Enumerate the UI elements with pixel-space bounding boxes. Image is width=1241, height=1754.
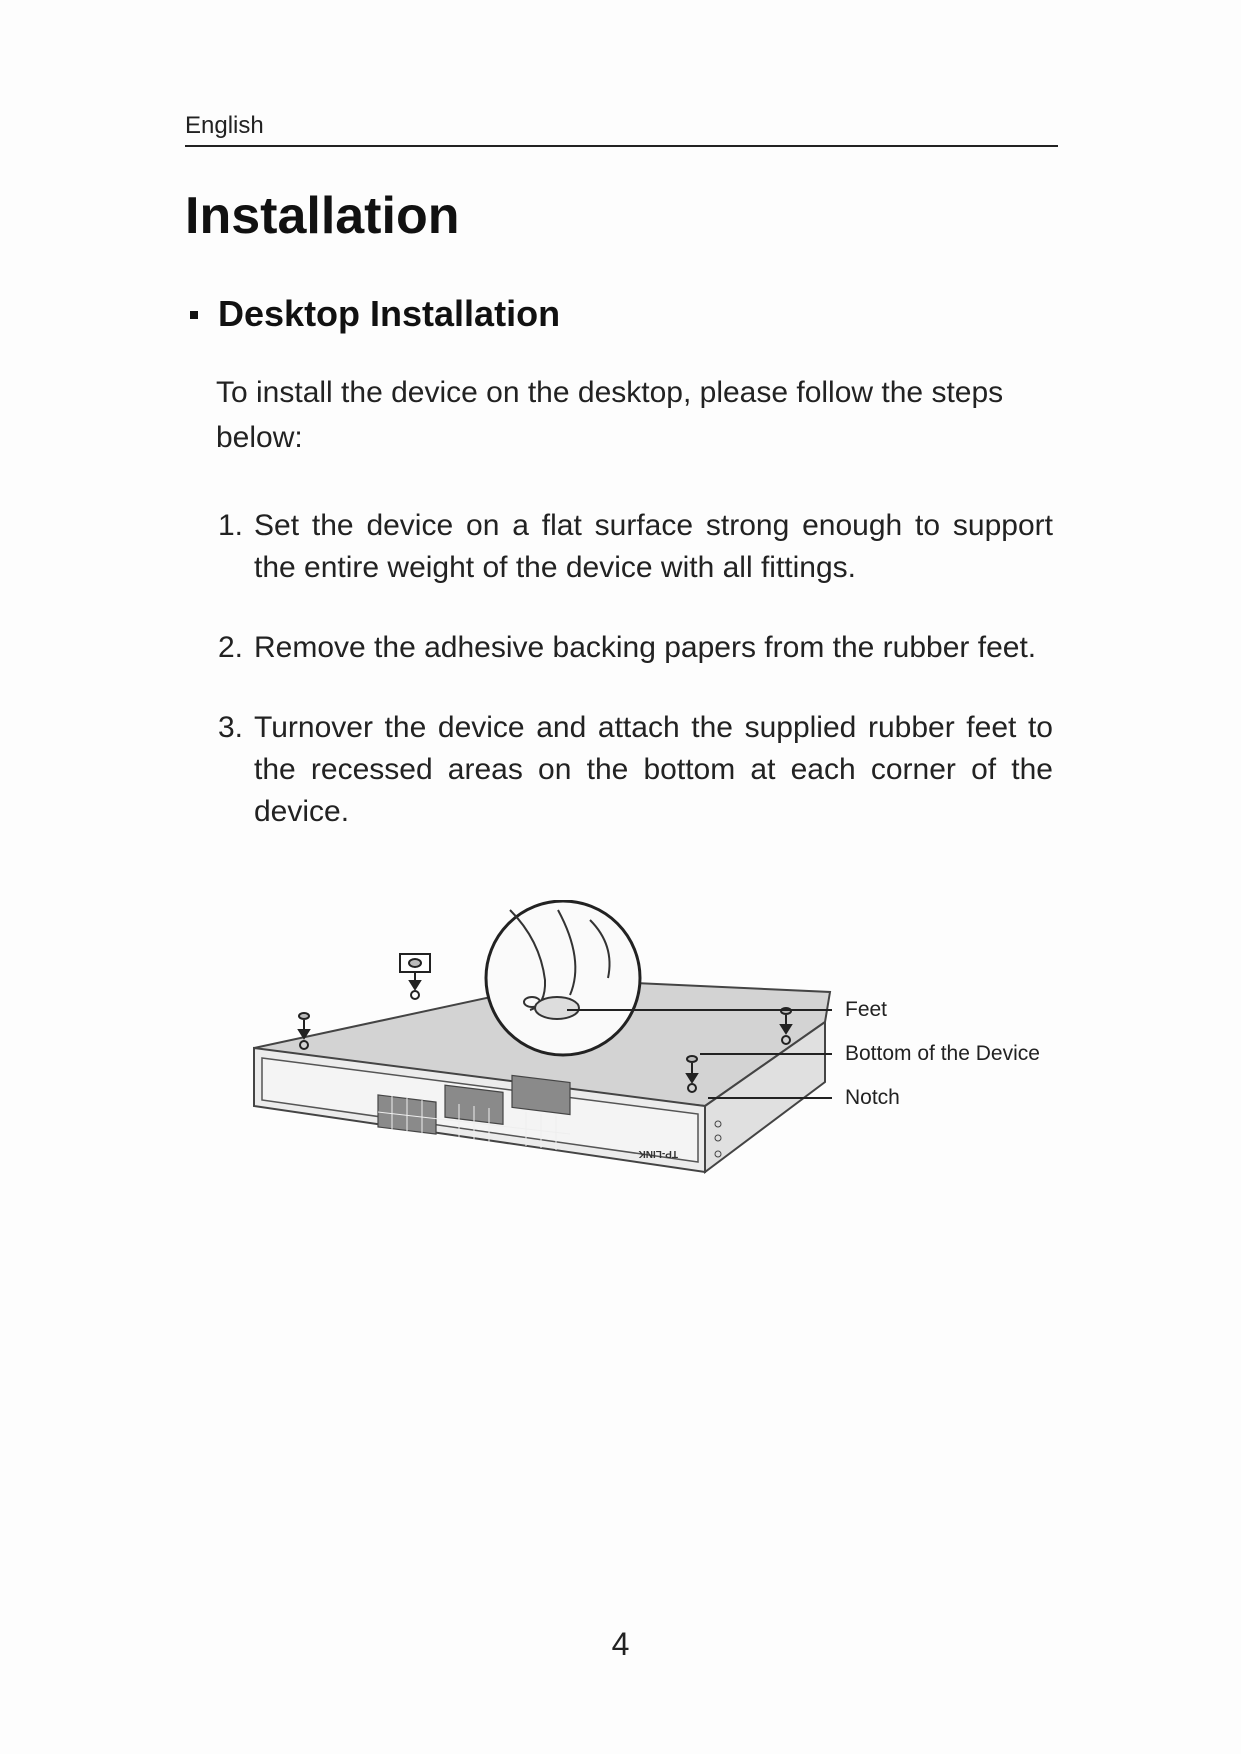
page-header-language: English [185, 112, 264, 139]
step-text: Set the device on a flat surface strong enough to support the entire weight of the device with all fittings. [254, 509, 1053, 584]
magnified-detail [486, 901, 640, 1055]
step-text: Turnover the device and attach the supplied rubber feet to the recessed areas on the bottom at each corner of the device. [254, 711, 1053, 828]
brand-mark: TP-LINK [638, 1148, 678, 1159]
foot-arrow-back [400, 954, 430, 999]
header-rule [185, 145, 1058, 147]
page-number: 4 [611, 1626, 630, 1662]
step-number: 2. [218, 631, 244, 664]
installation-figure [240, 900, 1070, 1210]
step-item [218, 627, 1053, 669]
bullet-square-icon [190, 311, 198, 319]
step-number: 1. [218, 509, 244, 542]
step-text: Remove the adhesive backing papers from the rubber feet. [254, 631, 1037, 664]
step-item [218, 707, 1053, 833]
section-heading-text: Desktop Installation [218, 293, 561, 334]
callout-feet: Feet [845, 998, 888, 1021]
steps-list [218, 505, 1053, 871]
page-title: Installation [185, 187, 460, 245]
step-number: 3. [218, 711, 244, 744]
callout-notch: Notch [845, 1086, 900, 1109]
section-heading [190, 293, 560, 334]
callout-bottom-of-device: Bottom of the Device [845, 1042, 1040, 1065]
step-item [218, 505, 1053, 589]
intro-paragraph: To install the device on the desktop, please follow the steps below: [216, 376, 1004, 454]
